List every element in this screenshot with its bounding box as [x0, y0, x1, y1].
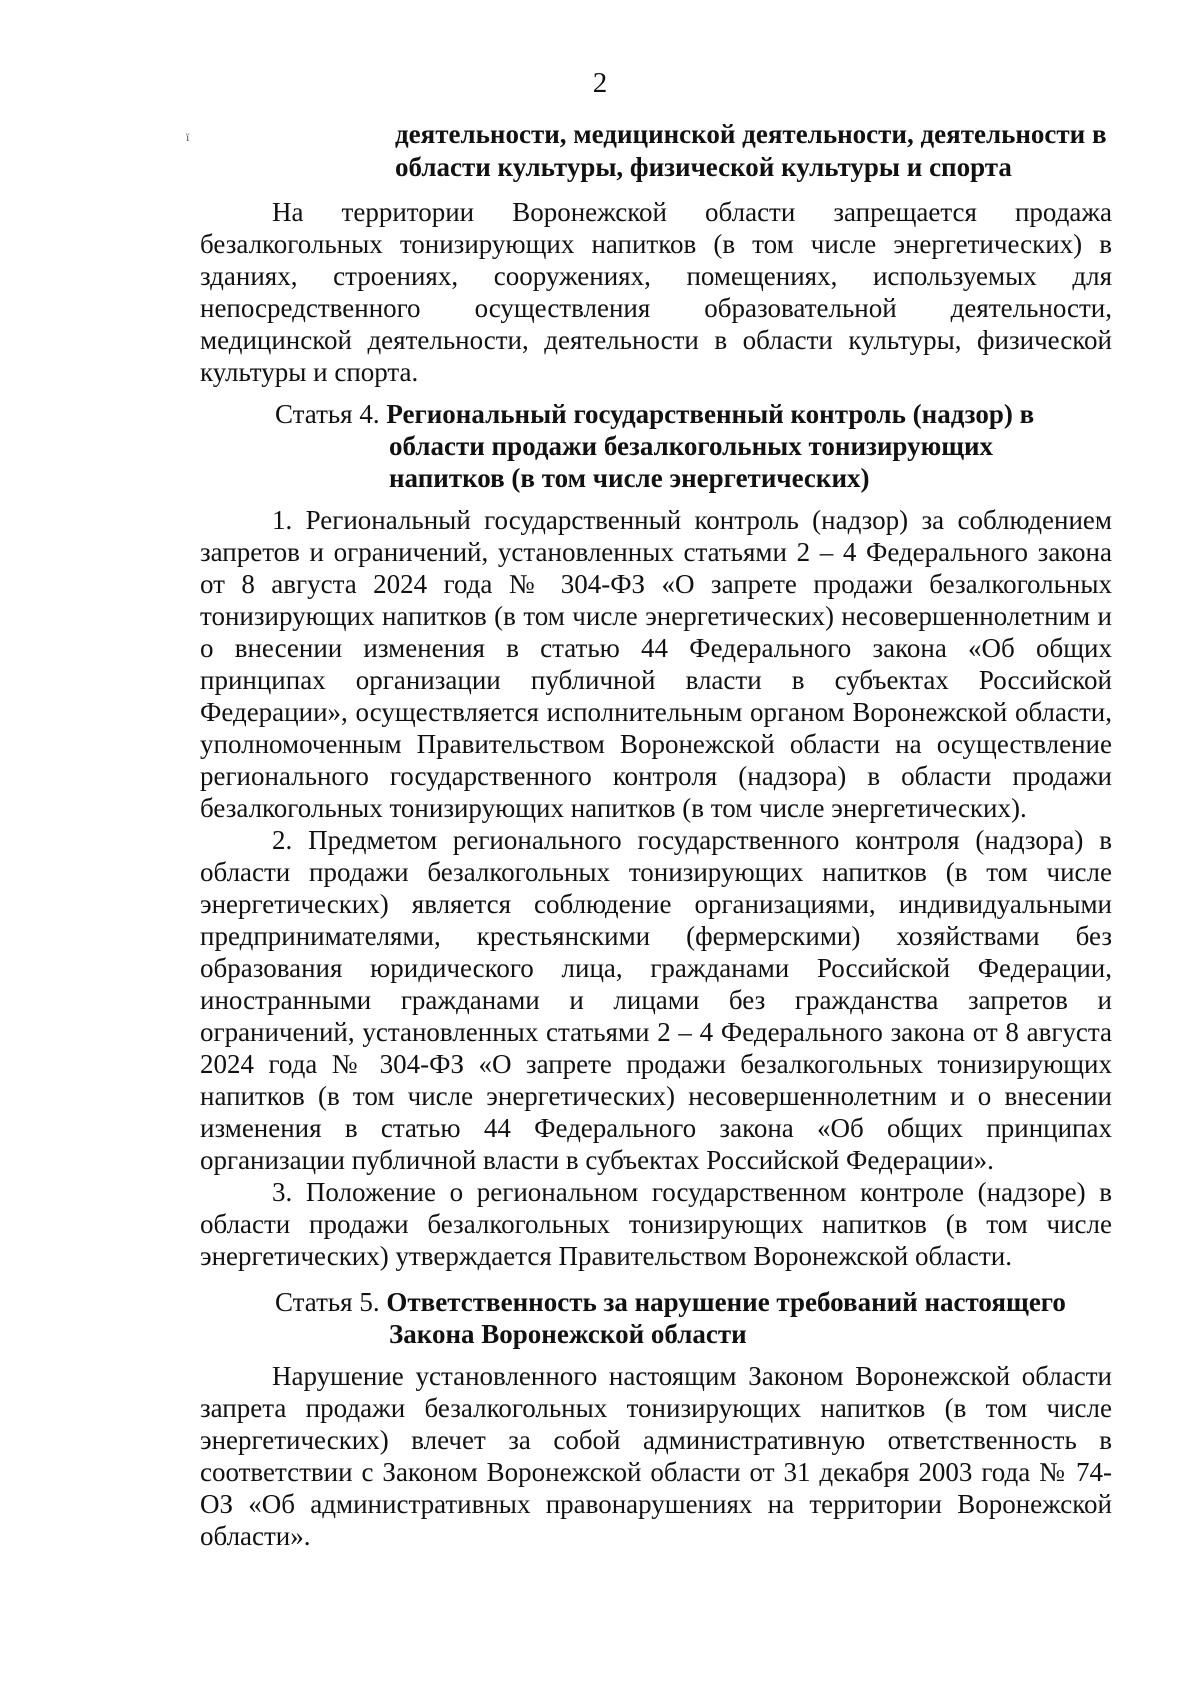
article-5-heading	[200, 1286, 1112, 1350]
article-4-paragraph-3: 3. Положение о региональном государственном контроле (надзоре) в области продажи безалкогольных тонизирующих напитков (в том числе энергетических) утверждается Правительством Воронежской области.	[200, 1177, 1112, 1271]
article-4-heading	[200, 398, 1112, 494]
article-4-title: Региональный государственный контроль (надзор) в области продажи безалкогольных тонизирующих напитков (в том числе энергетических)	[386, 399, 1035, 493]
intro-paragraph: На территории Воронежской области запрещается продажа безалкогольных тонизирующих напитков (в том числе энергетических) в зданиях, строениях, сооружениях, помещениях, используемых для непосредственного осуществления образовательной деятельности, медицинской деятельности, деятельности в области культуры, физической культуры и спорта.	[200, 197, 1112, 387]
document-body	[200, 118, 1112, 1552]
article-4-paragraph-1: 1. Региональный государственный контроль (надзор) за соблюдением запретов и ограничений, установленных статьями 2 – 4 Федерального закона от 8 августа 2024 года № 304-ФЗ «О запрете продажи безалкогольных тонизирующих напитков (в том числе энергетических) несовершеннолетним и о внесении изменения в статью 44 Федерального закона «Об общих принципах организации публичной власти в субъектах Российской Федерации», осуществляется исполнительным органом Воронежской области, уполномоченным Правительством Воронежской области на осуществление регионального государственного контроля (надзора) в области продажи безалкогольных тонизирующих напитков (в том числе энергетических).	[200, 505, 1112, 823]
page-number: 2	[592, 67, 608, 99]
article-5-paragraph-1: Нарушение установленного настоящим Законом Воронежской области запрета продажи безалкогольных тонизирующих напитков (в том числе энергетических) влечет за собой административную ответственность в соответствии с Законом Воронежской области от 31 декабря 2003 года № 74-ОЗ «Об административных правонарушениях на территории Воронежской области».	[200, 1361, 1112, 1551]
article-4-paragraph-2: 2. Предметом регионального государственного контроля (надзора) в области продажи безалкогольных тонизирующих напитков (в том числе энергетических) является соблюдение организациями, индивидуальными предпринимателями, крестьянскими (фермерскими) хозяйствами без образования юридического лица, гражданами Российской Федерации, иностранными гражданами и лицами без гражданства запретов и ограничений, установленных статьями 2 – 4 Федерального закона от 8 августа 2024 года № 304-ФЗ «О запрете продажи безалкогольных тонизирующих напитков (в том числе энергетических) несовершеннолетним и о внесении изменения в статью 44 Федерального закона «Об общих принципах организации публичной власти в субъектах Российской Федерации».	[200, 825, 1112, 1175]
continued-article-heading: деятельности, медицинской деятельности, деятельности в области культуры, физической культуры и спорта	[395, 119, 1107, 182]
article-4-label: Статья 4.	[275, 399, 380, 429]
article-5-label: Статья 5.	[275, 1287, 380, 1317]
spacer	[200, 1272, 1112, 1276]
stray-mark: ї	[186, 130, 190, 144]
article-5-title: Ответственность за нарушение требований настоящего Закона Воронежской области	[386, 1287, 1066, 1349]
